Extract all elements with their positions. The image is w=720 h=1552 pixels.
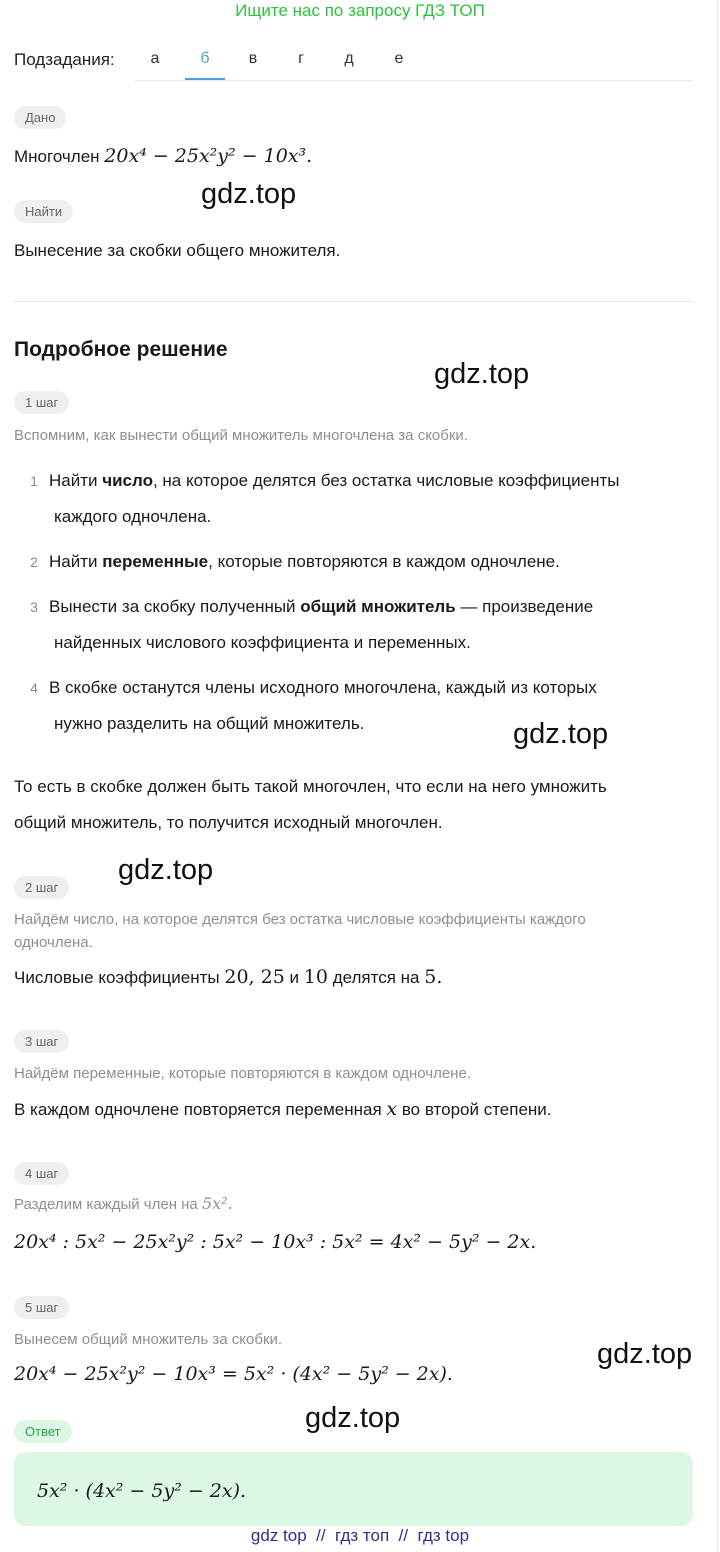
list-item-bold: число (102, 471, 153, 490)
footer-links (0, 1526, 720, 1546)
subtasks-label: Подзадания: (14, 50, 115, 69)
find-pill: Найти (14, 200, 73, 223)
watermark-1: gdz.top (201, 178, 297, 210)
list-item (49, 589, 679, 661)
step3-hint: Найдём переменные, которые повторяются в каждом одночлене. (14, 1065, 471, 1082)
list-number: 3 (30, 599, 38, 615)
list-number: 4 (30, 680, 38, 696)
step1-conclusion (14, 769, 704, 841)
answer-formula: 5x² · (4x² − 5y² − 2x). (37, 1480, 247, 1502)
hint-line: одночлена. (14, 934, 93, 951)
step3-result (14, 1098, 552, 1121)
given-text: Многочлен (14, 147, 100, 166)
answer-box (14, 1452, 693, 1526)
list-item-text: — произведение (455, 597, 594, 616)
list-item (49, 463, 679, 535)
step2-hint (14, 908, 694, 954)
step2-pill: 2 шаг (14, 876, 69, 899)
tab-b[interactable]: б (200, 50, 210, 67)
tab-v[interactable]: в (248, 50, 258, 67)
watermark-2: gdz.top (434, 358, 530, 390)
tab-d[interactable]: д (344, 50, 354, 67)
list-item-text: Вынести за скобку полученный (49, 597, 301, 616)
answer-pill: Ответ (14, 1420, 72, 1443)
list-item-text: Найти (49, 552, 103, 571)
list-item-bold: переменные (102, 552, 209, 571)
conclusion-line: То есть в скобке должен быть такой многочлен, что если на него умножить (14, 777, 607, 796)
footer-separator: // (316, 1526, 326, 1545)
step5-pill: 5 шаг (14, 1296, 69, 1319)
footer-separator: // (398, 1526, 409, 1545)
list-item-text: каждого одночлена. (54, 507, 212, 526)
list-item (49, 544, 679, 580)
list-item-bold: общий множитель (300, 597, 456, 616)
watermark-3: gdz.top (513, 718, 609, 750)
given-statement (14, 145, 312, 168)
coefficient-10: 10 (303, 966, 328, 988)
step1-hint: Вспомним, как вынести общий множитель многочлена за скобки. (14, 427, 468, 444)
conclusion-line: общий множитель, то получится исходный многочлен. (14, 813, 443, 832)
result-text: Числовые коэффициенты (14, 968, 220, 987)
tab-e[interactable]: е (394, 50, 404, 67)
solution-title: Подробное решение (14, 338, 228, 361)
list-number: 2 (30, 554, 38, 570)
hint-text: Разделим каждый член на (14, 1196, 198, 1213)
result-text: делятся на (332, 968, 420, 987)
list-number: 1 (30, 473, 38, 489)
active-tab-indicator (185, 78, 225, 80)
result-text: во второй степени. (401, 1100, 552, 1119)
given-pill: Дано (14, 106, 66, 129)
find-text: Вынесение за скобки общего множителя. (14, 241, 341, 260)
result-text: и (289, 968, 300, 987)
step5-formula: 20x⁴ − 25x²y² − 10x³ = 5x² · (4x² − 5y² − 2x). (14, 1363, 453, 1385)
divisor: 5. (424, 966, 443, 988)
list-item-text: Найти (49, 471, 103, 490)
search-banner: Ищите нас по запросу ГДЗ ТОП (235, 1, 485, 20)
step5-hint: Вынесем общий множитель за скобки. (14, 1331, 283, 1348)
list-item-text: найденных числового коэффициента и переменных. (54, 633, 471, 652)
tab-a[interactable]: а (150, 50, 160, 67)
section-divider (14, 301, 693, 302)
tab-g[interactable]: г (298, 50, 304, 67)
coefficients: 20, 25 (224, 966, 285, 988)
footer-link-gdz-top-ru[interactable]: гдз топ (335, 1526, 390, 1545)
list-item-text: нужно разделить на общий множитель. (54, 714, 365, 733)
subtask-tabs (135, 40, 693, 81)
hint-line: Найдём число, на которое делятся без остатка числовые коэффициенты каждого (14, 911, 586, 928)
watermark-6: gdz.top (305, 1402, 401, 1434)
watermark-4: gdz.top (118, 854, 214, 886)
list-item-text: В скобке останутся члены исходного многочлена, каждый из которых (49, 678, 597, 697)
step4-hint (14, 1192, 233, 1216)
given-formula: 20x⁴ − 25x²y² − 10x³. (104, 145, 313, 167)
hint-formula: 5x². (201, 1194, 233, 1213)
result-text: В каждом одночлене повторяется переменная (14, 1100, 382, 1119)
step4-pill: 4 шаг (14, 1162, 69, 1185)
right-edge-rule (717, 0, 718, 1552)
step4-formula: 20x⁴ : 5x² − 25x²y² : 5x² − 10x³ : 5x² = 4x² − 5y² − 2x. (14, 1231, 537, 1253)
list-item-text: , которые повторяются в каждом одночлене. (208, 552, 560, 571)
list-item-text: , на которое делятся без остатка числовые коэффициенты (152, 471, 620, 490)
footer-link-gdz-top-mixed[interactable]: гдз top (417, 1526, 470, 1545)
step3-pill: 3 шаг (14, 1030, 69, 1053)
footer-link-gdz-top[interactable]: gdz top (250, 1526, 307, 1545)
step1-pill: 1 шаг (14, 391, 69, 414)
watermark-5: gdz.top (597, 1338, 693, 1370)
variable-x: x (386, 1098, 398, 1120)
step2-result (14, 966, 442, 989)
